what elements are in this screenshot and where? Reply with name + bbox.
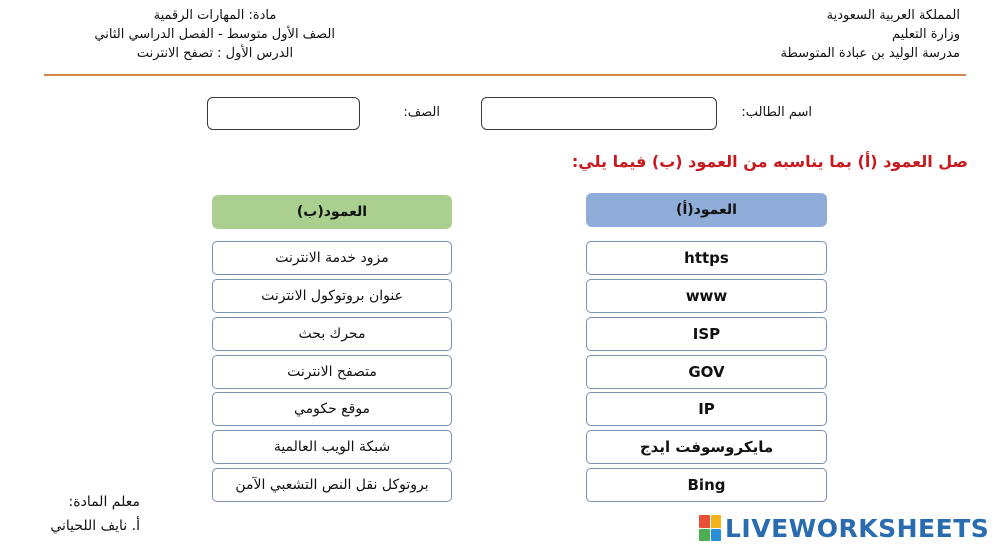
column-a-item[interactable]: IP <box>586 392 827 426</box>
column-b-item[interactable]: بروتوكل نقل النص التشعبي الآمن <box>212 468 452 502</box>
ministry-line: وزارة التعليم <box>891 27 960 42</box>
column-a-item[interactable]: www <box>586 279 827 313</box>
student-name-input[interactable] <box>481 97 717 130</box>
liveworksheets-logo <box>699 513 989 543</box>
column-b-item[interactable]: مزود خدمة الانترنت <box>212 241 452 275</box>
subject-header <box>95 6 335 63</box>
teacher-signature <box>20 490 140 538</box>
column-b-item[interactable]: موقع حكومي <box>212 392 452 426</box>
lesson-line: الدرس الأول : تصفح الانترنت <box>136 46 294 61</box>
liveworksheets-wordmark: LIVEWORKSHEETS <box>725 513 990 543</box>
column-b-item[interactable]: محرك بحث <box>212 317 452 351</box>
student-name-label: اسم الطالب: <box>741 105 812 120</box>
column-b-header: العمود(ب) <box>212 195 452 229</box>
instruction-text: صل العمود (أ) بما يناسبه من العمود (ب) فيما يلي: <box>571 152 968 171</box>
teacher-name: أ. نايف اللحياني <box>50 518 140 534</box>
column-a-item[interactable]: GOV <box>586 355 827 389</box>
header-divider <box>44 74 966 76</box>
school-header <box>781 6 960 63</box>
class-label: الصف: <box>403 105 440 120</box>
subject-line: مادة: المهارات الرقمية <box>153 8 277 23</box>
grade-line: الصف الأول متوسط - الفصل الدراسي الثاني <box>94 27 335 42</box>
country-line: المملكة العربية السعودية <box>826 8 960 23</box>
liveworksheets-logo-icon <box>699 515 721 541</box>
column-b-item[interactable]: عنوان بروتوكول الانترنت <box>212 279 452 313</box>
column-a-item[interactable]: ISP <box>586 317 827 351</box>
column-a-item[interactable]: مايكروسوفت ايدج <box>586 430 827 464</box>
teacher-label: معلم المادة: <box>68 494 140 510</box>
column-b-item[interactable]: شبكة الويب العالمية <box>212 430 452 464</box>
column-b-item[interactable]: متصفح الانترنت <box>212 355 452 389</box>
column-a-item[interactable]: Bing <box>586 468 827 502</box>
column-a-item[interactable]: https <box>586 241 827 275</box>
school-line: مدرسة الوليد بن عبادة المتوسطة <box>780 46 960 61</box>
column-a-header: العمود(أ) <box>586 193 827 227</box>
class-input[interactable] <box>207 97 360 130</box>
